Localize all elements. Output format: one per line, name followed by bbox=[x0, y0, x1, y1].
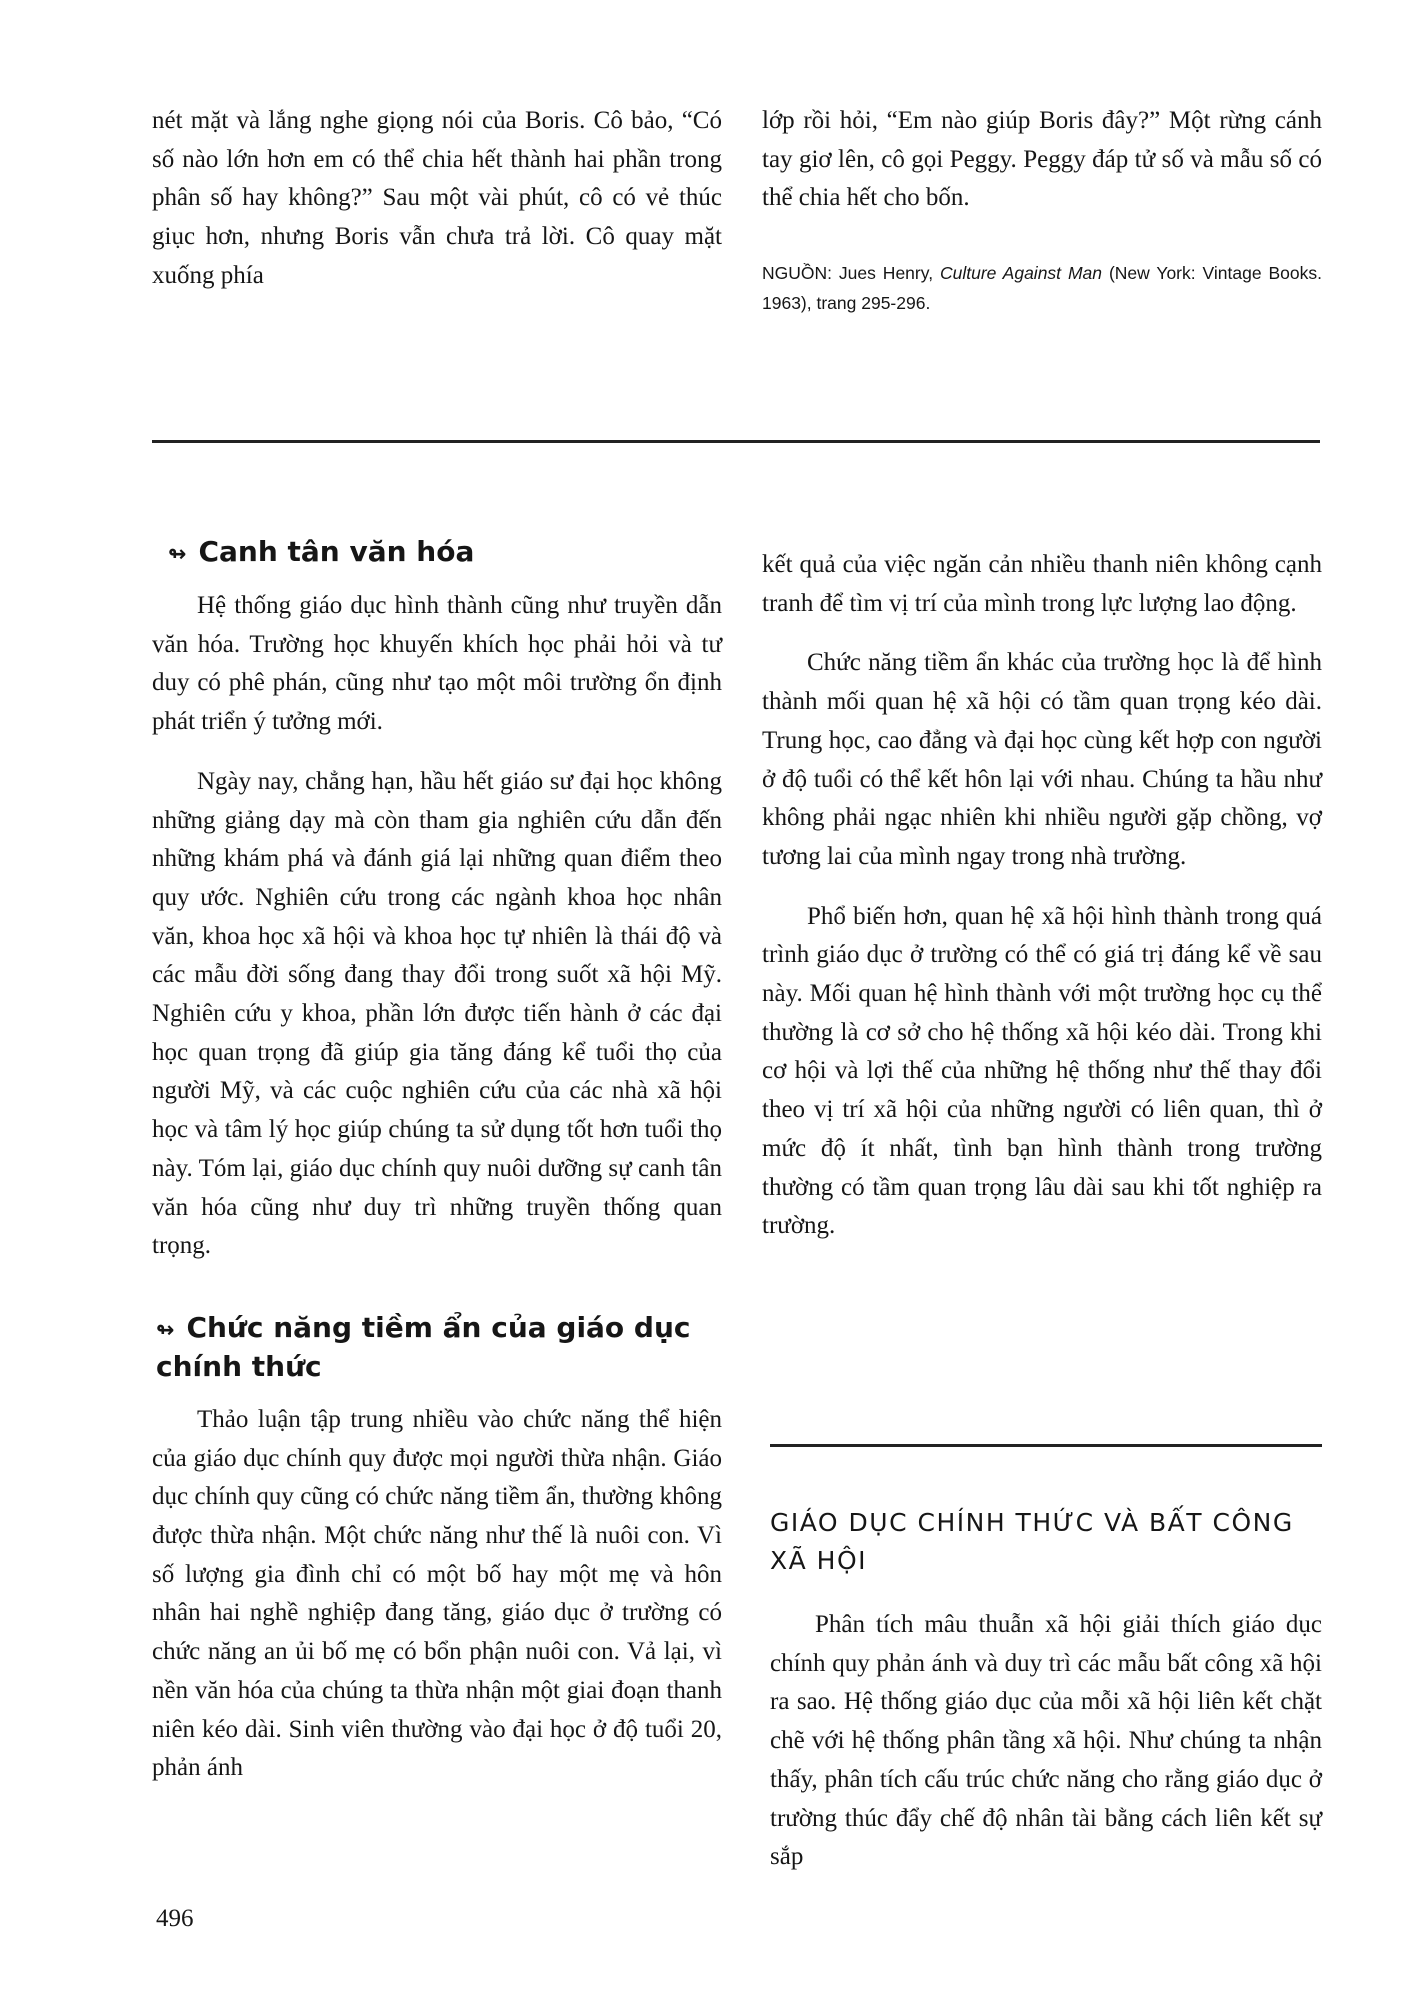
arrow-icon: ↬ bbox=[168, 542, 187, 567]
top-left-paragraph: nét mặt và lắng nghe giọng nói của Boris. Cô bảo, “Có số nào lớn hơn em có thể chia hết thành hai phần trong phân số hay không?” Sau một vài phút, cô có vẻ thúc giục hơn, nhưng Boris vẫn chưa trả lời. Cô quay mặt xuống phía bbox=[152, 107, 722, 289]
section3-paragraph-1: Phân tích mâu thuẫn xã hội giải thích giáo dục chính quy phản ánh và duy trì các mẫu bất công xã hội ra sao. Hệ thống giáo dục của mỗi xã hội liên kết chặt chẽ với hệ thống phân tầng xã hội. Như chúng ta nhận thấy, phân tích cấu trúc chức năng cho rằng giáo dục ở trường thúc đẩy chế độ nhân tài bằng cách liên kết sự sắp bbox=[770, 1611, 1322, 1871]
source-suffix: (New York: Vintage Books. 1963), trang 295-296. bbox=[762, 263, 1323, 314]
top-right-column bbox=[762, 102, 1322, 318]
right-paragraph-2: Chức năng tiềm ẩn khác của trường học là để hình thành mối quan hệ xã hội có tầm quan trọng kéo dài. Trung học, cao đẳng và đại học cùng kết hợp con người ở độ tuổi có thể kết hôn lại với nhau. Chúng ta hầu như không phải ngạc nhiên khi nhiều người gặp chồng, vợ tương lai của mình ngay trong nhà trường. bbox=[762, 649, 1322, 870]
section-heading-bat-cong: GIÁO DỤC CHÍNH THỨC VÀ BẤT CÔNG XÃ HỘI bbox=[770, 1508, 1294, 1575]
top-right-paragraph: lớp rồi hỏi, “Em nào giúp Boris đây?” Một rừng cánh tay giơ lên, cô gọi Peggy. Peggy đáp tử số và mẫu số có thể chia hết cho bốn. bbox=[762, 107, 1322, 212]
section-rule bbox=[770, 1444, 1322, 1447]
section2-paragraph-1: Thảo luận tập trung nhiều vào chức năng thể hiện của giáo dục chính quy được mọi người thừa nhận. Giáo dục chính quy cũng có chức năng tiềm ẩn, thường không được thừa nhận. Một chức năng như thế là nuôi con. Vì số lượng gia đình chỉ có một bố hay một mẹ và hôn nhân hai nghề nghiệp đang tăng, giáo dục ở trường có chức năng an ủi bố mẹ có bổn phận nuôi con. Vả lại, vì nền văn hóa của chúng ta thừa nhận một giai đoạn thanh niên kéo dài. Sinh viên thường vào đại học ở độ tuổi 20, phản ánh bbox=[152, 1405, 722, 1782]
source-prefix: NGUỒN: Jues Henry, bbox=[762, 263, 940, 284]
page-number: 496 bbox=[156, 1905, 194, 1932]
section1-paragraph-1: Hệ thống giáo dục hình thành cũng như truyền dẫn văn hóa. Trường học khuyến khích học phải hỏi và tư duy có phê phán, cũng như tạo một môi trường ổn định phát triển ý tưởng mới. bbox=[152, 592, 722, 736]
right-column bbox=[762, 546, 1322, 1246]
arrow-icon: ↬ bbox=[156, 1317, 175, 1343]
section3 bbox=[770, 1504, 1322, 1877]
left-column bbox=[152, 534, 722, 1788]
section-heading-text: Chức năng tiềm ẩn của giáo dục chính thức bbox=[156, 1310, 691, 1383]
section-heading-text: Canh tân văn hóa bbox=[198, 535, 475, 568]
source-title: Culture Against Man bbox=[939, 263, 1103, 284]
top-left-column bbox=[152, 102, 722, 296]
section-heading-chuc-nang bbox=[152, 1310, 722, 1385]
right-paragraph-3: Phổ biến hơn, quan hệ xã hội hình thành trong quá trình giáo dục ở trường có thể có giá trị đáng kể về sau này. Mối quan hệ hình thành với một trường học cụ thể thường là cơ sở cho hệ thống xã hội kéo dài. Trong khi cơ hội và lợi thế của những hệ thống như thế thay đổi theo vị trí xã hội của những người có liên quan, thì ở mức độ ít nhất, tình bạn hình thành trong trường thường có tầm quan trọng lâu dài sau khi tốt nghiệp ra trường. bbox=[762, 902, 1322, 1240]
source-citation bbox=[762, 258, 1322, 318]
box-bottom-rule bbox=[152, 440, 1320, 443]
section1-paragraph-2: Ngày nay, chẳng hạn, hầu hết giáo sư đại học không những giảng dạy mà còn tham gia nghiên cứu dẫn đến những khám phá và đánh giá lại những quan điểm theo quy ước. Nghiên cứu trong các ngành khoa học nhân văn, khoa học xã hội và khoa học tự nhiên là thái độ và các mẫu đời sống đang thay đổi trong suốt xã hội Mỹ. Nghiên cứu y khoa, phần lớn được tiến hành ở các đại học quan trọng đã giúp gia tăng đáng kể tuổi thọ của người Mỹ, và các cuộc nghiên cứu của các nhà xã hội học và tâm lý học giúp chúng ta sử dụng tốt hơn tuổi thọ này. Tóm lại, giáo dục chính quy nuôi dưỡng sự canh tân văn hóa cũng như duy trì những truyền thống quan trọng. bbox=[152, 767, 722, 1260]
section-heading-canh-tan bbox=[152, 534, 722, 573]
right-paragraph-1: kết quả của việc ngăn cản nhiều thanh niên không cạnh tranh để tìm vị trí của mình trong lực lượng lao động. bbox=[762, 551, 1322, 617]
